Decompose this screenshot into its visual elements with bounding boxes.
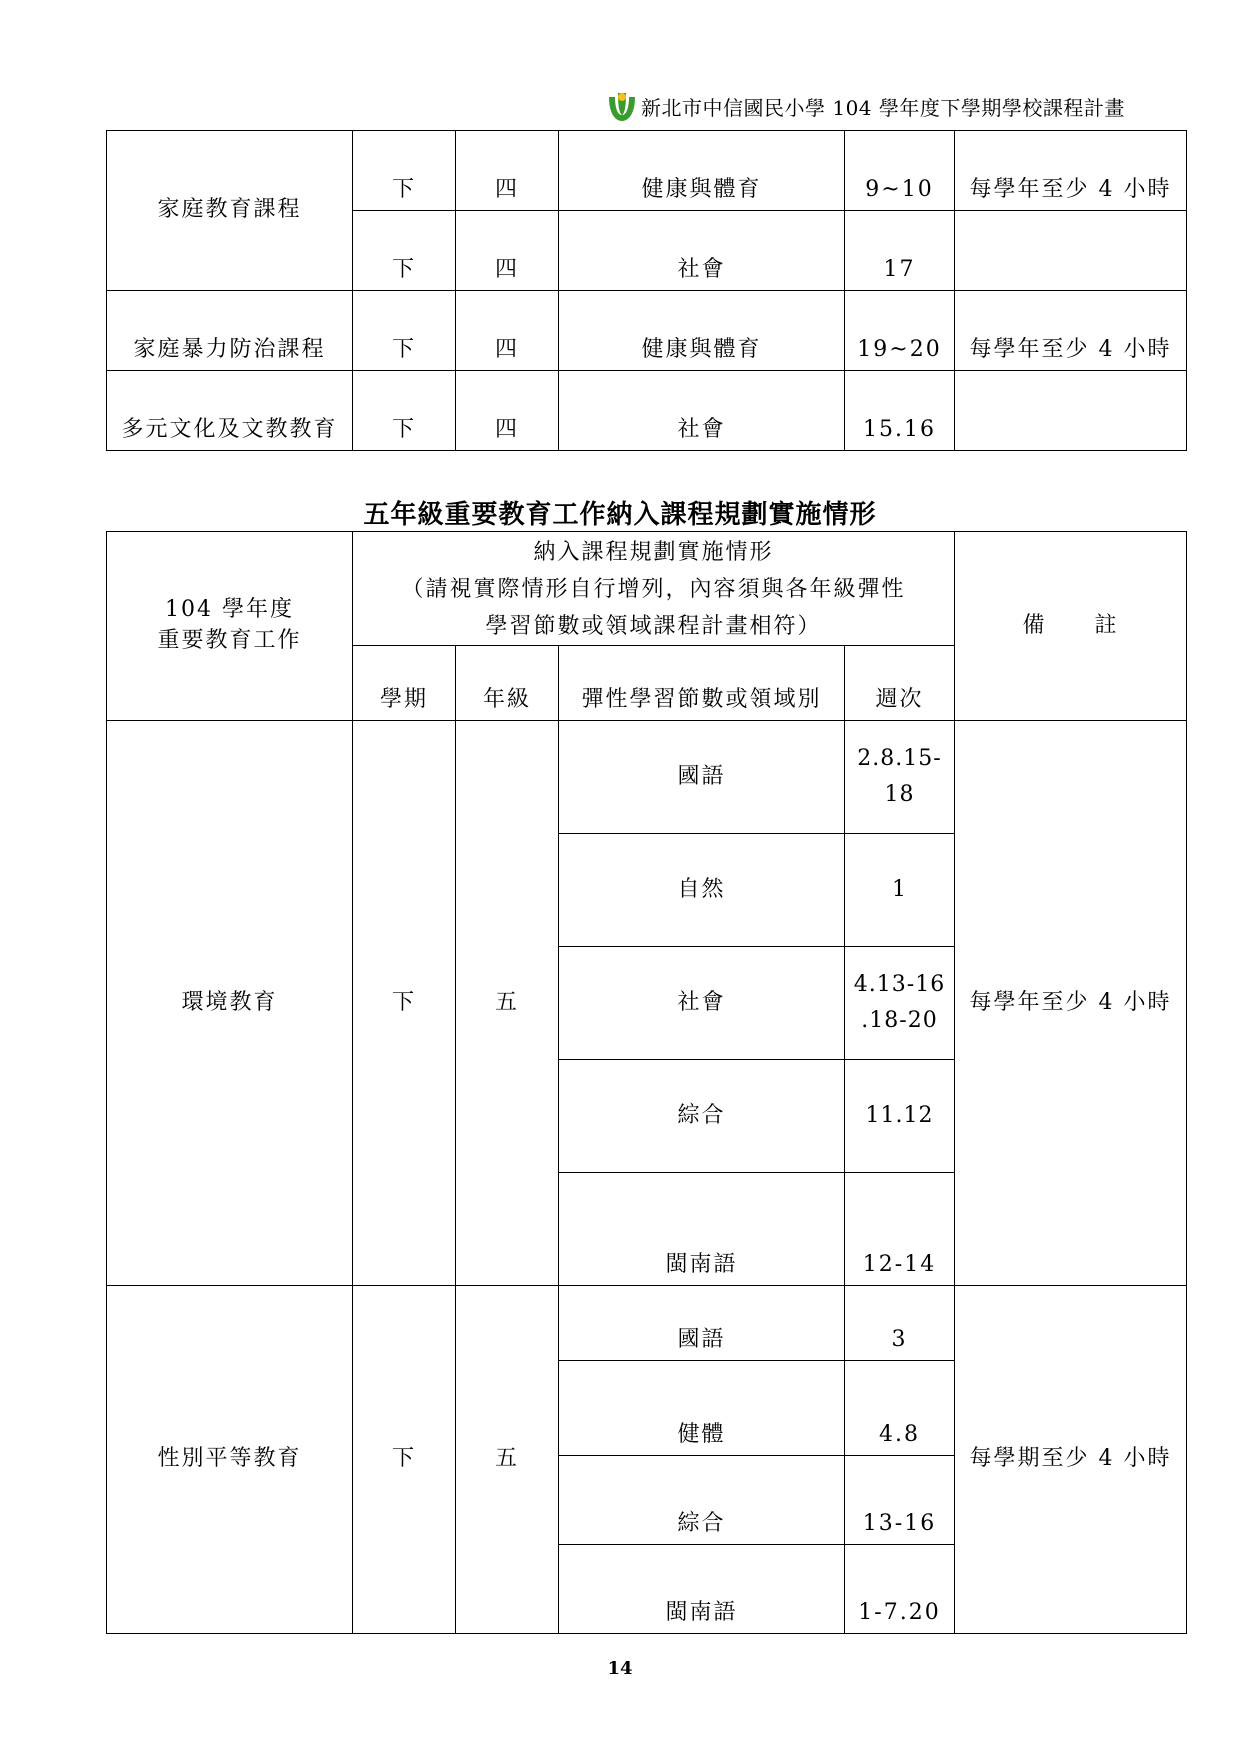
header-title: 新北市中信國民小學 104 學年度下學期學校課程計畫 <box>641 95 1125 120</box>
weeks-cell: 3 <box>845 1286 955 1361</box>
table-row <box>107 131 1187 211</box>
weeks-cell: 17 <box>845 211 955 291</box>
table-row <box>107 721 1187 834</box>
weeks-line: .18-20 <box>861 1008 938 1033</box>
weeks-cell <box>845 947 955 1060</box>
weeks-cell: 9~10 <box>845 131 955 211</box>
note-cell: 每學年至少 4 小時 <box>955 291 1187 371</box>
weeks-cell <box>845 721 955 834</box>
subject-cell: 健康與體育 <box>559 291 845 371</box>
grade-cell: 四 <box>456 291 559 371</box>
grade5-topics-table <box>106 531 1187 1634</box>
semester-header: 學期 <box>353 646 456 721</box>
weeks-cell: 13-16 <box>845 1456 955 1545</box>
page-header <box>605 88 1125 124</box>
subject-cell: 綜合 <box>559 1456 845 1545</box>
subject-cell: 社會 <box>559 947 845 1060</box>
subject-cell: 綜合 <box>559 1060 845 1173</box>
weeks-line: 4.13-16 <box>853 972 946 997</box>
weeks-line: 18 <box>884 782 915 807</box>
semester-cell: 下 <box>353 131 456 211</box>
grade-cell: 四 <box>456 131 559 211</box>
subject-cell: 自然 <box>559 834 845 947</box>
topic-cell: 家庭暴力防治課程 <box>107 291 353 371</box>
subject-cell: 社會 <box>559 371 845 451</box>
semester-cell: 下 <box>353 211 456 291</box>
table-header-row <box>107 532 1187 646</box>
weeks-cell: 15.16 <box>845 371 955 451</box>
note-cell <box>955 211 1187 291</box>
subject-cell: 社會 <box>559 211 845 291</box>
note-header: 備 註 <box>955 532 1187 721</box>
note-cell: 每學年至少 4 小時 <box>955 721 1187 1286</box>
topic-cell: 多元文化及文教教育 <box>107 371 353 451</box>
topic-cell: 環境教育 <box>107 721 353 1286</box>
table-row <box>107 291 1187 371</box>
plan-instruction-line-2: 學習節數或領域課程計畫相符） <box>485 614 822 639</box>
topic-label: 重要教育工作 <box>157 628 302 653</box>
school-logo-icon <box>605 89 639 123</box>
semester-cell: 下 <box>353 371 456 451</box>
subject-header: 彈性學習節數或領域別 <box>559 646 845 721</box>
topic-cell: 性別平等教育 <box>107 1286 353 1634</box>
subject-cell: 國語 <box>559 721 845 834</box>
weeks-header: 週次 <box>845 646 955 721</box>
note-cell <box>955 371 1187 451</box>
plan-title: 納入課程規劃實施情形 <box>533 540 774 565</box>
weeks-cell: 1 <box>845 834 955 947</box>
plan-instruction-line-1: （請視實際情形自行增列，內容須與各年級彈性 <box>401 577 906 602</box>
weeks-cell: 11.12 <box>845 1060 955 1173</box>
section-title: 五年級重要教育工作納入課程規劃實施情形 <box>363 500 877 530</box>
weeks-cell: 4.8 <box>845 1361 955 1456</box>
subject-cell: 國語 <box>559 1286 845 1361</box>
weeks-line: 2.8.15- <box>857 746 942 771</box>
grade-cell: 四 <box>456 211 559 291</box>
note-cell: 每學期至少 4 小時 <box>955 1286 1187 1634</box>
table-row <box>107 1286 1187 1361</box>
plan-header <box>353 532 955 646</box>
grade-cell: 五 <box>456 721 559 1286</box>
year-label: 104 學年度 <box>165 597 294 623</box>
weeks-cell: 12-14 <box>845 1173 955 1286</box>
subject-cell: 閩南語 <box>559 1545 845 1634</box>
grade-cell: 五 <box>456 1286 559 1634</box>
topic-cell: 家庭教育課程 <box>107 131 353 291</box>
note-cell: 每學年至少 4 小時 <box>955 131 1187 211</box>
semester-cell: 下 <box>353 291 456 371</box>
grade-header: 年級 <box>456 646 559 721</box>
weeks-cell: 1-7.20 <box>845 1545 955 1634</box>
grade4-topics-table <box>106 130 1187 451</box>
grade-cell: 四 <box>456 371 559 451</box>
subject-cell: 閩南語 <box>559 1173 845 1286</box>
subject-cell: 健康與體育 <box>559 131 845 211</box>
subject-cell: 健體 <box>559 1361 845 1456</box>
weeks-cell: 19~20 <box>845 291 955 371</box>
page-number: 14 <box>607 1658 633 1679</box>
year-topic-header <box>107 532 353 721</box>
semester-cell: 下 <box>353 1286 456 1634</box>
semester-cell: 下 <box>353 721 456 1286</box>
table-row <box>107 371 1187 451</box>
